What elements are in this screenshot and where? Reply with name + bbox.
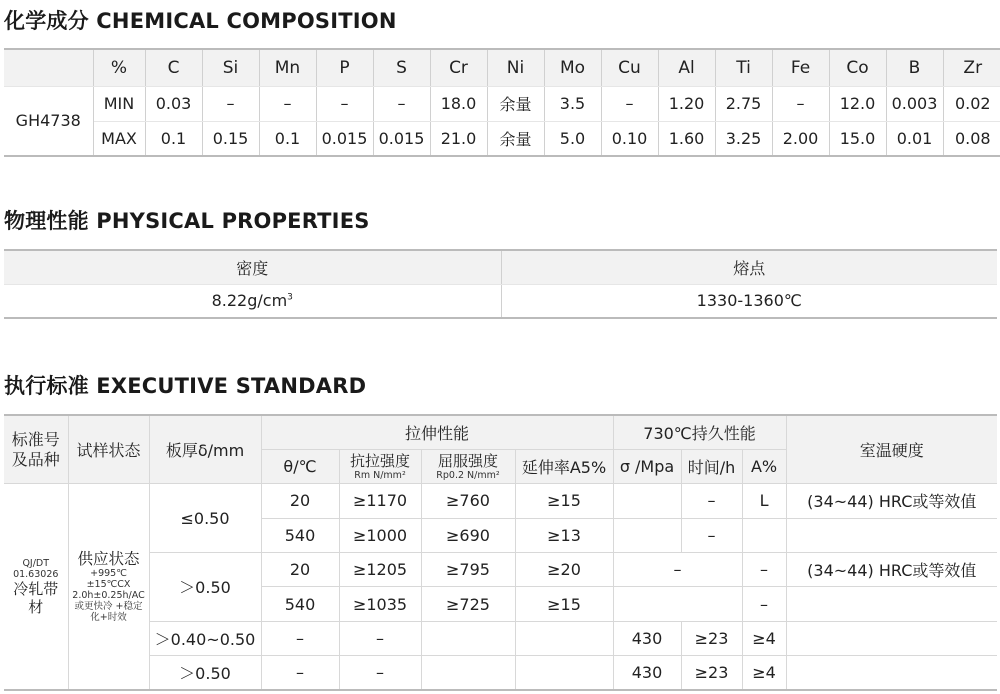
table-cell: 0.1	[259, 121, 316, 156]
supply-state: 供应状态	[77, 550, 140, 569]
table-cell	[786, 656, 997, 690]
thickness-header: 板厚δ/mm	[149, 415, 261, 484]
table-cell: 1.20	[658, 86, 715, 121]
table-cell	[613, 587, 742, 621]
chemical-header-cell: C	[145, 49, 202, 86]
sample-state-cell	[68, 484, 149, 690]
table-cell: ≥760	[421, 484, 515, 518]
row-label: MIN	[93, 86, 145, 121]
physical-properties-table	[4, 249, 997, 319]
physical-properties-title: 物理性能 PHYSICAL PROPERTIES	[4, 209, 370, 233]
chemical-header-cell: %	[93, 49, 145, 86]
grade-cell: GH4738	[4, 86, 93, 156]
table-cell: 12.0	[829, 86, 886, 121]
table-cell: 0.1	[145, 121, 202, 156]
table-cell	[515, 621, 613, 655]
table-cell: ≥1170	[339, 484, 421, 518]
table-cell	[613, 484, 681, 518]
std-grade-cell	[4, 484, 68, 690]
chemical-header-cell: Zr	[943, 49, 1000, 86]
rm-header-sub: Rm N/mm²	[354, 470, 406, 482]
table-cell: ≥23	[681, 621, 742, 655]
rp-header-main: 屈服强度	[437, 452, 498, 471]
chemical-header-cell: Fe	[772, 49, 829, 86]
table-cell: –	[742, 587, 786, 621]
thickness-cell: ≤0.50	[149, 484, 261, 553]
chemical-row-max	[4, 121, 1000, 156]
table-row	[4, 621, 997, 655]
chemical-composition-table	[4, 48, 1000, 157]
table-cell: –	[316, 86, 373, 121]
a-pct-header: A%	[742, 449, 786, 483]
hardness-header: 室温硬度	[786, 415, 997, 484]
table-cell: –	[261, 621, 339, 655]
chemical-header-cell: Al	[658, 49, 715, 86]
melting-point-header: 熔点	[501, 250, 997, 284]
table-cell: 21.0	[430, 121, 487, 156]
table-cell: 0.15	[202, 121, 259, 156]
table-cell: 3.25	[715, 121, 772, 156]
chemical-header-cell: Mn	[259, 49, 316, 86]
table-cell: 0.01	[886, 121, 943, 156]
rm-header-main: 抗拉强度	[349, 452, 410, 471]
std-grade-header: 标准号及品种	[4, 415, 68, 484]
executive-standard-table	[4, 414, 997, 691]
heat-treatment: +995℃±15℃CX 2.0h±0.25h/AC 或更快冷 +稳定化+时效	[72, 568, 145, 624]
table-cell: (34~44) HRC或等效值	[786, 484, 997, 518]
table-cell: ≥1035	[339, 587, 421, 621]
physical-header-row	[4, 250, 997, 284]
table-cell	[786, 621, 997, 655]
chemical-header-cell: Ti	[715, 49, 772, 86]
table-cell: 余量	[487, 121, 544, 156]
sigma-header: σ /Mpa	[613, 449, 681, 483]
table-cell	[515, 656, 613, 690]
table-cell: –	[202, 86, 259, 121]
rm-header	[339, 449, 421, 483]
thickness-cell: ＞0.40~0.50	[149, 621, 261, 655]
chemical-header-cell: Si	[202, 49, 259, 86]
table-cell	[786, 587, 997, 621]
table-cell: 余量	[487, 86, 544, 121]
table-cell: 540	[261, 518, 339, 552]
table-cell: 15.0	[829, 121, 886, 156]
thickness-cell: ＞0.50	[149, 656, 261, 690]
table-cell: ≥23	[681, 656, 742, 690]
table-cell: –	[339, 621, 421, 655]
rupture-header: 730℃持久性能	[613, 415, 786, 449]
physical-value-row	[4, 284, 997, 318]
table-cell: –	[681, 484, 742, 518]
chemical-header-blank	[4, 49, 93, 86]
table-cell: L	[742, 484, 786, 518]
table-cell: –	[259, 86, 316, 121]
table-cell: ≥690	[421, 518, 515, 552]
table-cell	[421, 621, 515, 655]
tensile-header: 拉伸性能	[261, 415, 613, 449]
table-cell: 430	[613, 621, 681, 655]
table-cell: 20	[261, 553, 339, 587]
table-cell	[421, 656, 515, 690]
table-cell: 0.03	[145, 86, 202, 121]
chemical-header-cell: Co	[829, 49, 886, 86]
chemical-header-cell: P	[316, 49, 373, 86]
table-cell: –	[373, 86, 430, 121]
density-value: 8.22g/cm	[211, 291, 288, 311]
table-cell: ≥1000	[339, 518, 421, 552]
table-row	[4, 553, 997, 587]
table-cell: –	[261, 656, 339, 690]
table-row	[4, 656, 997, 690]
chemical-header-row	[4, 49, 1000, 86]
product-form: 冷轧带材	[13, 579, 59, 616]
table-cell: ≥15	[515, 484, 613, 518]
rp-header	[421, 449, 515, 483]
density-value-cell	[4, 284, 501, 318]
table-cell	[613, 518, 681, 552]
chemical-header-cell: Mo	[544, 49, 601, 86]
std-number: QJ/DT 01.63026	[13, 557, 59, 580]
table-cell: –	[742, 553, 786, 587]
thickness-cell: ＞0.50	[149, 553, 261, 622]
table-cell: 2.75	[715, 86, 772, 121]
table-cell: 0.003	[886, 86, 943, 121]
table-cell: 540	[261, 587, 339, 621]
table-cell: 5.0	[544, 121, 601, 156]
table-cell: 0.02	[943, 86, 1000, 121]
table-cell: 0.015	[373, 121, 430, 156]
table-cell: 1.60	[658, 121, 715, 156]
table-cell: ≥725	[421, 587, 515, 621]
rp-header-sub: Rp0.2 N/mm²	[436, 470, 500, 482]
chemical-header-cell: S	[373, 49, 430, 86]
executive-standard-title: 执行标准 EXECUTIVE STANDARD	[4, 374, 367, 398]
exec-header-row-1	[4, 415, 997, 449]
table-cell: 0.015	[316, 121, 373, 156]
chemical-header-cell: Ni	[487, 49, 544, 86]
melting-point-value: 1330-1360℃	[501, 284, 997, 318]
density-unit-sup: 3	[287, 292, 293, 303]
table-cell: 3.5	[544, 86, 601, 121]
table-cell: –	[339, 656, 421, 690]
elongation-header: 延伸率A5%	[515, 449, 613, 483]
table-cell: 2.00	[772, 121, 829, 156]
sample-state-header: 试样状态	[68, 415, 149, 484]
chemical-composition-title: 化学成分 CHEMICAL COMPOSITION	[4, 9, 397, 33]
table-cell: –	[772, 86, 829, 121]
temp-header: θ/℃	[261, 449, 339, 483]
table-cell: ≥1205	[339, 553, 421, 587]
time-header: 时间/h	[681, 449, 742, 483]
row-label: MAX	[93, 121, 145, 156]
table-cell: (34~44) HRC或等效值	[786, 553, 997, 587]
table-cell: ≥4	[742, 656, 786, 690]
table-cell: ≥15	[515, 587, 613, 621]
table-cell: ≥13	[515, 518, 613, 552]
table-cell: 430	[613, 656, 681, 690]
chemical-header-cell: Cu	[601, 49, 658, 86]
table-row	[4, 484, 997, 518]
table-cell	[742, 518, 786, 552]
table-cell: 0.08	[943, 121, 1000, 156]
chemical-header-cell: B	[886, 49, 943, 86]
chemical-row-min	[4, 86, 1000, 121]
table-cell: 20	[261, 484, 339, 518]
table-cell: 18.0	[430, 86, 487, 121]
table-cell: ≥20	[515, 553, 613, 587]
table-cell: –	[601, 86, 658, 121]
table-cell: 0.10	[601, 121, 658, 156]
table-cell: –	[613, 553, 742, 587]
table-cell	[786, 518, 997, 552]
chemical-header-cell: Cr	[430, 49, 487, 86]
table-cell: ≥4	[742, 621, 786, 655]
density-header: 密度	[4, 250, 501, 284]
table-cell: ≥795	[421, 553, 515, 587]
table-cell: –	[681, 518, 742, 552]
